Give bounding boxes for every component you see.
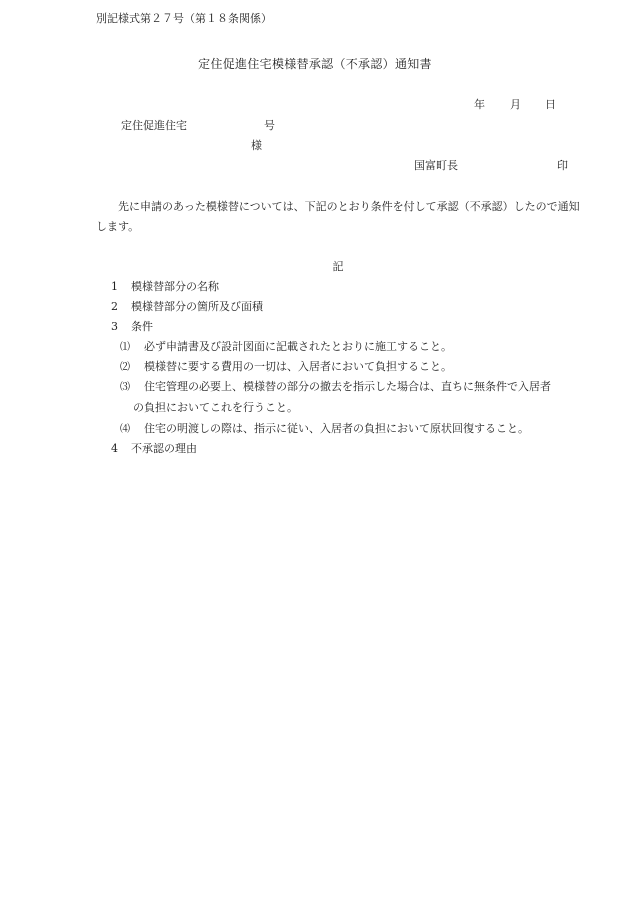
item-number: 2 — [111, 300, 118, 313]
list-item — [111, 320, 153, 333]
condition-text: 模様替に要する費用の一切は、入居者において負担すること。 — [144, 360, 452, 373]
item-text: 模様替部分の箇所及び面積 — [131, 300, 263, 313]
list-item — [111, 300, 263, 313]
addressee-honorific: 様 — [251, 139, 262, 152]
condition-item — [120, 380, 551, 394]
ki-heading: 記 — [332, 260, 344, 273]
item-text: 模様替部分の名称 — [131, 280, 219, 293]
notice-paragraph: 先に申請のあった模様替については、下記のとおり条件を付して承認（不承認）したので通知します。 — [96, 200, 580, 233]
condition-marker: ⑵ — [120, 362, 130, 373]
condition-marker: ⑷ — [120, 424, 130, 435]
condition-marker: ⑶ — [120, 382, 130, 393]
form-number: 別記様式第２７号（第１８条関係） — [96, 12, 272, 25]
condition-text: 住宅の明渡しの際は、指示に従い、入居者の負担において原状回復すること。 — [144, 422, 529, 435]
item-text: 条件 — [131, 320, 153, 333]
sender-title: 国富町長 — [414, 159, 458, 172]
date-year-label: 年 — [474, 98, 485, 111]
condition-text: 必ず申請書及び設計図面に記載されたとおりに施工すること。 — [144, 340, 452, 353]
list-item — [111, 280, 219, 293]
item-text: 不承認の理由 — [131, 442, 197, 455]
date-day-label: 日 — [545, 98, 556, 111]
seal-mark: 印 — [557, 159, 568, 172]
item-number: 4 — [111, 442, 118, 455]
item-number: 3 — [111, 320, 118, 333]
condition-item — [120, 340, 452, 354]
document-title: 定住促進住宅模様替承認（不承認）通知書 — [198, 57, 432, 71]
condition-item — [120, 360, 452, 374]
condition-text: 住宅管理の必要上、模様替の部分の撤去を指示した場合は、直ちに無条件で入居者 — [144, 380, 551, 393]
date-month-label: 月 — [510, 98, 521, 111]
list-item — [111, 442, 197, 455]
addressee-number-label: 号 — [264, 119, 275, 132]
condition-marker: ⑴ — [120, 342, 130, 353]
condition-continuation: の負担においてこれを行うこと。 — [133, 401, 298, 414]
item-number: 1 — [111, 280, 118, 293]
condition-item — [120, 422, 529, 436]
addressee-housing-name: 定住促進住宅 — [121, 119, 187, 132]
